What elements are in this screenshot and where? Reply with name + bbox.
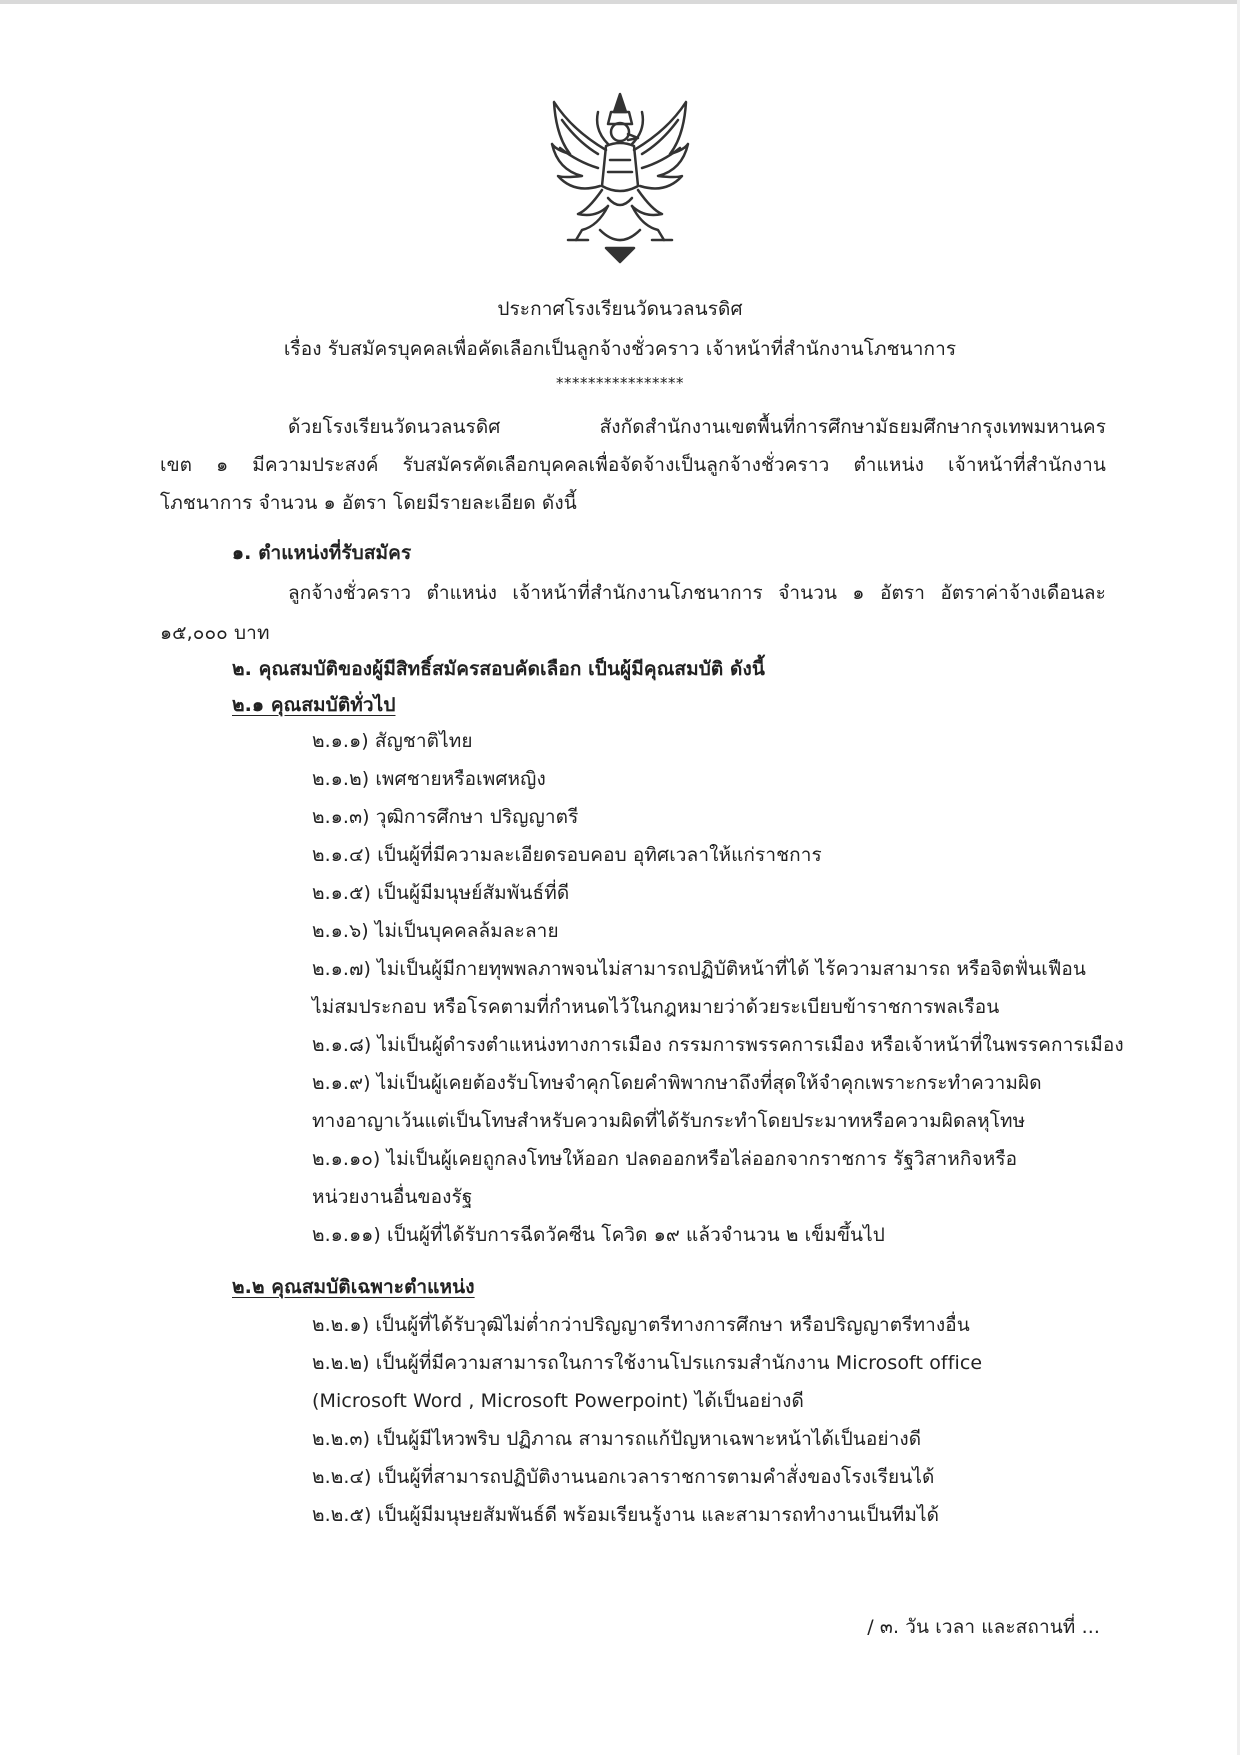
general-item: ๒.๑.๓) วุฒิการศึกษา ปริญญาตรี xyxy=(312,806,579,828)
general-item-continued: ทางอาญาเว้นแต่เป็นโทษสำหรับความผิดที่ได้รับกระทำโดยประมาทหรือความผิดลหุโทษ xyxy=(312,1110,1026,1132)
general-item: ๒.๑.๑๑) เป็นผู้ที่ได้รับการฉีดวัคซีน โควิด ๑๙ แล้วจำนวน ๒ เข็มขึ้นไป xyxy=(312,1224,885,1246)
specific-item: ๒.๒.๑) เป็นผู้ที่ได้รับวุฒิไม่ต่ำกว่าปริญญาตรีทางการศึกษา หรือปริญญาตรีทางอื่น xyxy=(312,1314,970,1336)
separator-stars: **************** xyxy=(556,374,684,392)
announcement-subject: เรื่อง รับสมัครบุคคลเพื่อคัดเลือกเป็นลูกจ้างชั่วคราว เจ้าหน้าที่สำนักงานโภชนาการ xyxy=(283,338,957,360)
general-qualifications-heading: ๒.๑ คุณสมบัติทั่วไป xyxy=(232,694,396,716)
intro-line-2: เขต ๑ มีความประสงค์ รับสมัครคัดเลือกบุคคลเพื่อจัดจ้างเป็นลูกจ้างชั่วคราว ตำแหน่ง เจ้าหน้าที่สำนักงาน xyxy=(160,454,1106,476)
specific-item-continued: (Microsoft Word , Microsoft Powerpoint) ได้เป็นอย่างดี xyxy=(312,1390,804,1412)
announcement-title: ประกาศโรงเรียนวัดนวลนรดิศ xyxy=(497,298,743,320)
intro-line-3: โภชนาการ จำนวน ๑ อัตรา โดยมีรายละเอียด ดังนี้ xyxy=(160,492,577,514)
section-1-line-1: ลูกจ้างชั่วคราว ตำแหน่ง เจ้าหน้าที่สำนักงานโภชนาการ จำนวน ๑ อัตรา อัตราค่าจ้างเดือนละ xyxy=(288,582,1106,604)
specific-qualifications-heading: ๒.๒ คุณสมบัติเฉพาะตำแหน่ง xyxy=(232,1276,475,1298)
section-1-heading: ๑. ตำแหน่งที่รับสมัคร xyxy=(232,542,412,564)
general-item: ๒.๑.๗) ไม่เป็นผู้มีกายทุพพลภาพจนไม่สามารถปฏิบัติหน้าที่ได้ ไร้ความสามารถ หรือจิตฟั่นเฟือน xyxy=(312,958,1086,980)
specific-item: ๒.๒.๓) เป็นผู้มีไหวพริบ ปฏิภาณ สามารถแก้ปัญหาเฉพาะหน้าได้เป็นอย่างดี xyxy=(312,1428,922,1450)
garuda-emblem-icon xyxy=(548,90,692,266)
intro-line-1: ด้วยโรงเรียนวัดนวลนรดิศ สังกัดสำนักงานเขตพื้นที่การศึกษามัธยมศึกษากรุงเทพมหานคร xyxy=(288,416,1106,438)
general-item: ๒.๑.๔) เป็นผู้ที่มีความละเอียดรอบคอบ อุทิศเวลาให้แก่ราชการ xyxy=(312,844,822,866)
page-continuation: / ๓. วัน เวลา และสถานที่ ... xyxy=(867,1616,1100,1638)
general-item: ๒.๑.๘) ไม่เป็นผู้ดำรงตำแหน่งทางการเมือง กรรมการพรรคการเมือง หรือเจ้าหน้าที่ในพรรคการเมือง xyxy=(312,1034,1124,1056)
general-item-continued: ไม่สมประกอบ หรือโรคตามที่กำหนดไว้ในกฎหมายว่าด้วยระเบียบข้าราชการพลเรือน xyxy=(312,996,1000,1018)
specific-item: ๒.๒.๕) เป็นผู้มีมนุษยสัมพันธ์ดี พร้อมเรียนรู้งาน และสามารถทำงานเป็นทีมได้ xyxy=(312,1504,940,1526)
general-item-continued: หน่วยงานอื่นของรัฐ xyxy=(312,1186,473,1208)
section-2-heading: ๒. คุณสมบัติของผู้มีสิทธิ์สมัครสอบคัดเลือก เป็นผู้มีคุณสมบัติ ดังนี้ xyxy=(232,658,765,680)
general-item: ๒.๑.๕) เป็นผู้มีมนุษย์สัมพันธ์ที่ดี xyxy=(312,882,570,904)
specific-item: ๒.๒.๔) เป็นผู้ที่สามารถปฏิบัติงานนอกเวลาราชการตามคำสั่งของโรงเรียนได้ xyxy=(312,1466,935,1488)
scan-top-edge xyxy=(0,0,1240,4)
general-item: ๒.๑.๖) ไม่เป็นบุคคลล้มละลาย xyxy=(312,920,559,942)
section-1-line-2: ๑๕,๐๐๐ บาท xyxy=(160,622,270,644)
general-item: ๒.๑.๑๐) ไม่เป็นผู้เคยถูกลงโทษให้ออก ปลดออกหรือไล่ออกจากราชการ รัฐวิสาหกิจหรือ xyxy=(312,1148,1018,1170)
general-item: ๒.๑.๙) ไม่เป็นผู้เคยต้องรับโทษจำคุกโดยคำพิพากษาถึงที่สุดให้จำคุกเพราะกระทำความผิด xyxy=(312,1072,1042,1094)
general-item: ๒.๑.๑) สัญชาติไทย xyxy=(312,730,473,752)
general-item: ๒.๑.๒) เพศชายหรือเพศหญิง xyxy=(312,768,546,790)
specific-item: ๒.๒.๒) เป็นผู้ที่มีความสามารถในการใช้งานโปรแกรมสำนักงาน Microsoft office xyxy=(312,1352,983,1374)
